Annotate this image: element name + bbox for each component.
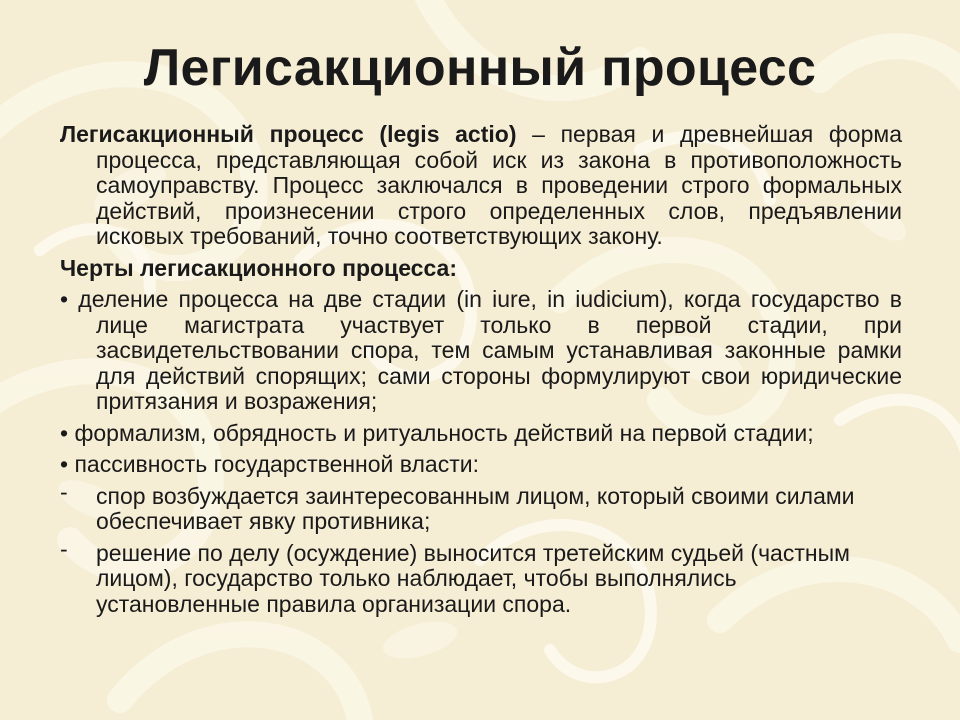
dash-item — [60, 478, 902, 535]
slide-title: Легисакционный процесс — [143, 39, 817, 97]
dash-item-text: спор возбуждается заинтересованным лицом, который своими силами обеспечивает явку противника; — [96, 482, 855, 534]
features-heading: Черты легисакционного процесса: — [60, 254, 457, 281]
dash-marker: - — [60, 478, 68, 505]
bullet-item: • пассивность государственной власти: — [60, 451, 479, 477]
dash-item — [60, 535, 902, 618]
intro-term: Легисакционный процесс (legis actio) — [60, 121, 517, 147]
bullet-item: • деление процесса на две стадии (in iure, in iudicium), когда государство в лице магистрата участвует только в первой стадии, при засвидетельствовании спора, тем самым устанавливая законные рамки для действий спорящих; сами стороны формулируют свои юридические притязания и возражения; — [60, 286, 902, 414]
bullet-item: • формализм, обрядность и ритуальность действий на первой стадии; — [60, 419, 814, 446]
slide-body — [60, 122, 902, 623]
dash-marker: - — [60, 535, 68, 562]
intro-paragraph — [60, 122, 902, 250]
dash-item-text: решение по делу (осуждение) выносится третейским судьей (частным лицом), государство только наблюдает, чтобы выполнялись установленные правила организации спора. — [96, 539, 850, 617]
intro-text: – первая и древнейшая форма процесса, представляющая собой иск из закона в противоположность самоуправству. Процесс заключался в проведении строго формальных действий, произнесении строго определенных слов, предъявлении исковых требований, точно соответствующих закону. — [96, 121, 902, 249]
